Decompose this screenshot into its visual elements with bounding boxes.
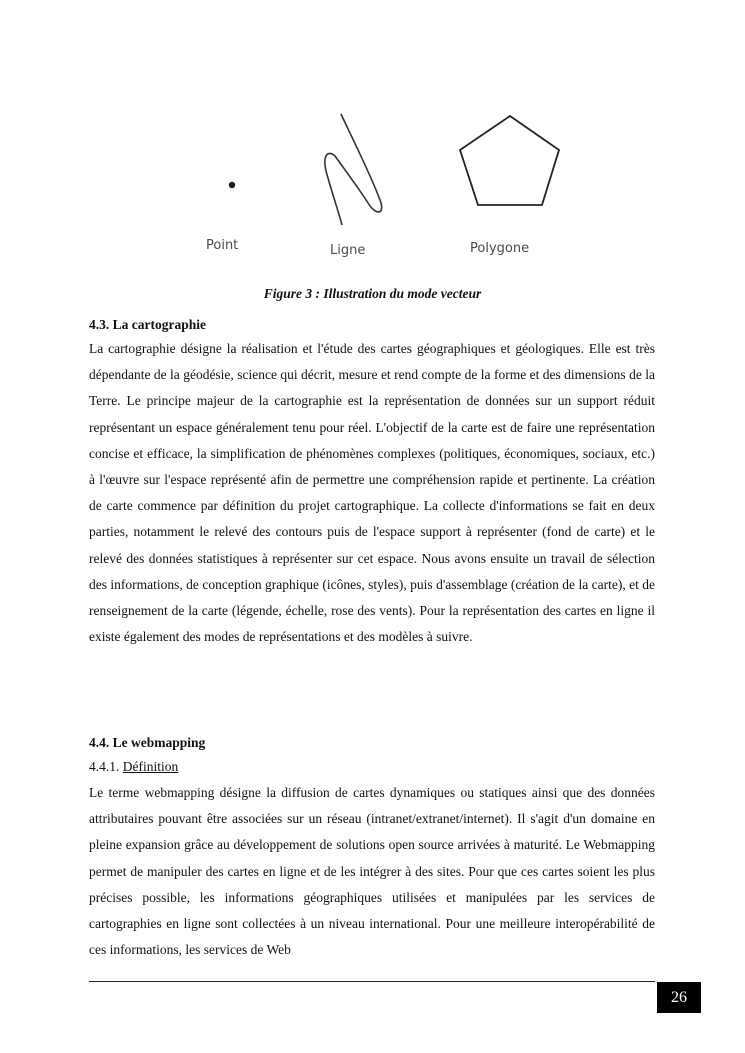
- section-heading: 4.4. Le webmapping: [89, 735, 206, 750]
- polygon-symbol: [460, 116, 559, 205]
- subsection-number: 4.4.1.: [89, 759, 123, 774]
- point-label: Point: [206, 238, 239, 253]
- section-webmapping: [89, 732, 655, 963]
- subsection-title: Définition: [122, 759, 179, 774]
- subsection-heading: [89, 754, 655, 780]
- section-paragraph: Le terme webmapping désigne la diffusion de cartes dynamiques ou statiques ainsi que des données attributaires pouvant être associées sur un réseau (intranet/extranet/internet). Il s'agit d'un domaine en pleine expansion grâce au développement de solutions open source arrivées à maturité. Le Webmapping permet de manipuler des cartes en ligne et de les intégrer à des sites. Pour que ces cartes soient les plus précises possible, les informations géographiques utilisées et manipulées par les services de cartographies en ligne sont collectées à un niveau international. Pour une meilleure interopérabilité de ces informations, les services de Web: [89, 785, 655, 958]
- section-cartographie: [89, 314, 655, 650]
- page-number: 26: [657, 982, 701, 1013]
- figure-caption: Figure 3 : Illustration du mode vecteur: [263, 286, 482, 301]
- section-heading: 4.3. La cartographie: [89, 317, 206, 332]
- polygon-label: Polygone: [470, 241, 530, 256]
- line-symbol: [325, 114, 382, 225]
- vector-mode-figure: [170, 78, 565, 268]
- footer-divider: [89, 981, 655, 982]
- line-label: Ligne: [330, 243, 366, 258]
- section-paragraph: La cartographie désigne la réalisation et l'étude des cartes géographiques et géologiques. Elle est très dépendante de la géodésie, science qui décrit, mesure et rend compte de la forme et des dimensions de la Terre. Le principe majeur de la cartographie est la représentation de données sur un support réduit représentant un espace généralement tenu pour réel. L'objectif de la carte est de faire une représentation concise et efficace, la simplification de phénomènes complexes (politiques, économiques, sociaux, etc.) à l'œuvre sur l'espace représenté afin de permettre une compréhension rapide et pertinente. La création de carte commence par définition du projet cartographique. La collecte d'informations se fait en deux parties, notamment le relevé des contours puis de l'espace support à représenter (fond de carte) et le relevé des données statistiques à représenter sur cet espace. Nous avons ensuite un travail de sélection des informations, de conception graphique (icônes, styles), puis d'assemblage (création de la carte), et de renseignement de la carte (légende, échelle, rose des vents). Pour la représentation des cartes en ligne il existe également des modes de représentations et des modèles à suivre.: [89, 341, 655, 645]
- point-symbol: [229, 182, 235, 188]
